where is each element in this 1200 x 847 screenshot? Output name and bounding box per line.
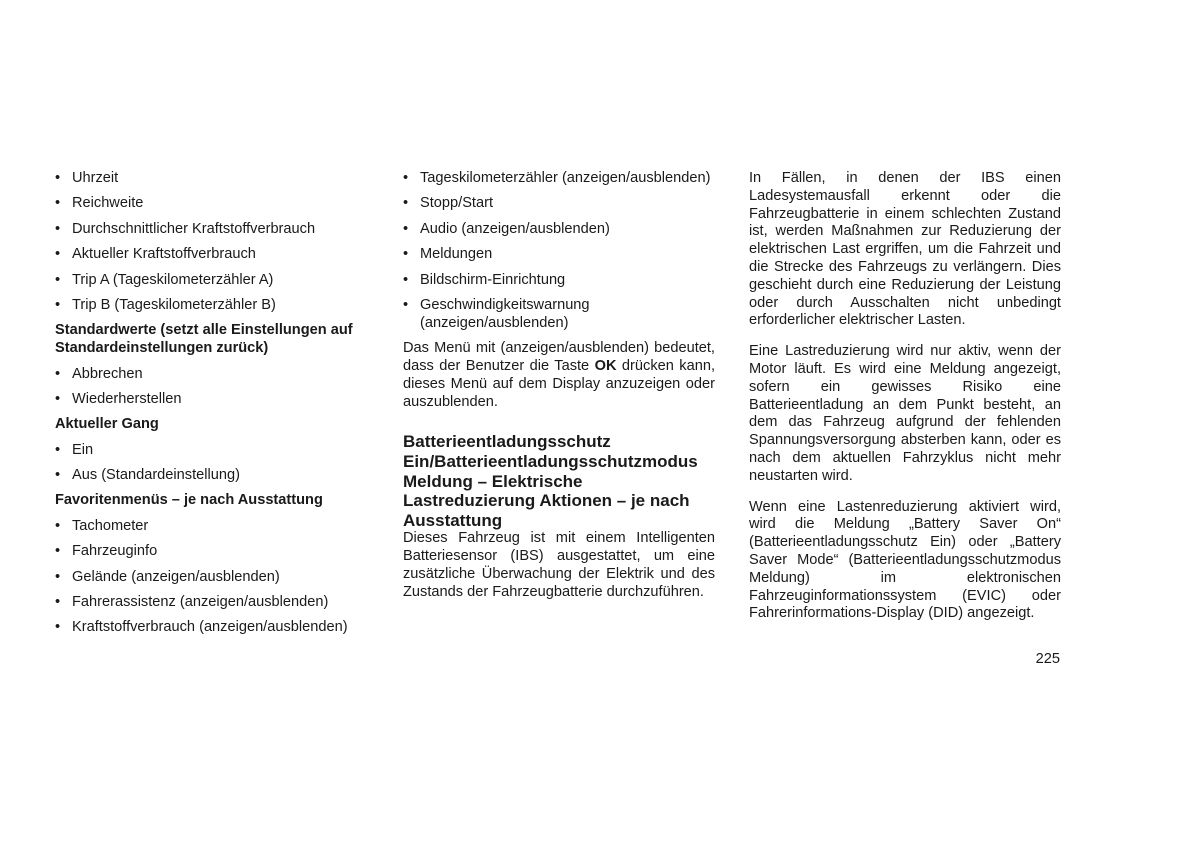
list-item: • Tageskilometerzähler (anzeigen/ausblenden): [403, 170, 715, 188]
list-item: • Kraftstoffverbrauch (anzeigen/ausblenden): [55, 619, 370, 637]
defaults-heading: Standardwerte (setzt alle Einstellungen auf Standardeinstellungen zurück): [55, 322, 353, 357]
list-item: • Ein: [55, 442, 370, 460]
list-item: • Trip A (Tageskilometerzähler A): [55, 272, 370, 290]
ok-key-label: OK: [594, 357, 617, 374]
list-item: • Fahrerassistenz (anzeigen/ausblenden): [55, 594, 370, 612]
list-item: • Tachometer: [55, 518, 370, 536]
list-item: • Gelände (anzeigen/ausblenden): [55, 569, 370, 587]
battery-saver-message-paragraph: Wenn eine Lastenreduzierung aktiviert wird, wird die Meldung „Battery Saver On“ (Batterieentladungsschutz Ein) oder „Battery Saver Mode“ (Batterieentladungsschutzmodus Meldung) im elektronischen Fahrzeuginformationssystem (EVIC) oder Fahrerinformations-Display (DID) angezeigt.: [749, 498, 1061, 622]
favorite-menus-list: [55, 518, 370, 637]
list-item: • Wiederherstellen: [55, 391, 370, 409]
list-item: • Bildschirm-Einrichtung: [403, 272, 715, 290]
list-item: • Fahrzeuginfo: [55, 543, 370, 561]
load-reduction-paragraph: In Fällen, in denen der IBS einen Ladesystemausfall erkennt oder die Fahrzeugbatterie in einem schlechten Zustand ist, werden Maßnahmen zur Reduzierung der elektrischen Last ergriffen, um die Fahrzeit und die Strecke des Fahrzeugs zu verlängern. Dies geschieht durch eine Reduzierung der Leistung oder durch Ausschalten nicht unbedingt erforderlicher elektrischer Lasten.: [749, 170, 1061, 329]
load-reduction-active-paragraph: Eine Lastreduzierung wird nur aktiv, wenn der Motor läuft. Es wird eine Meldung angezeigt, sofern ein gewisses Risiko eine Batterieentladung an dem Punkt besteht, an dem das Fahrzeug aufgrund der fehlenden Spannungsversorgung absterben kann, oder es nach dem aktuellen Fahrzyklus nicht mehr neustarten wird.: [749, 343, 1061, 484]
list-item: • Reichweite: [55, 195, 370, 213]
current-gear-heading: Aktueller Gang: [55, 416, 159, 433]
trip-info-list: [55, 170, 370, 315]
column-middle: [403, 170, 715, 614]
list-item: • Trip B (Tageskilometerzähler B): [55, 297, 370, 315]
ibs-paragraph: Dieses Fahrzeug ist mit einem Intelligenten Batteriesensor (IBS) ausgestattet, um eine zusätzliche Überwachung der Elektrik und des Zustands der Fahrzeugbatterie durchzuführen.: [403, 530, 715, 600]
page-number: 225: [1035, 651, 1060, 667]
list-item: • Stopp/Start: [403, 195, 715, 213]
list-item: • Uhrzeit: [55, 170, 370, 188]
menu-explanation-paragraph: Das Menü mit (anzeigen/ausblenden) bedeutet, dass der Benutzer die Taste OK drücken kann, dieses Menü auf dem Display anzuzeigen oder auszublenden.: [403, 340, 715, 410]
battery-saver-heading: Batterieentladungsschutz Ein/Batterieentladungsschutzmodus Meldung – Elektrische Lastreduzierung Aktionen – je nach Ausstattung: [403, 432, 698, 530]
menu-options-list: [403, 170, 715, 333]
list-item: • Meldungen: [403, 246, 715, 264]
current-gear-list: [55, 442, 370, 485]
list-item: • Abbrechen: [55, 366, 370, 384]
favorite-menus-heading: Favoritenmenüs – je nach Ausstattung: [55, 492, 323, 509]
list-item: • Audio (anzeigen/ausblenden): [403, 221, 715, 239]
list-item: • Aus (Standardeinstellung): [55, 467, 370, 485]
defaults-list: [55, 366, 370, 409]
column-left: [55, 170, 370, 645]
list-item: • Geschwindigkeitswarnung (anzeigen/ausblenden): [403, 297, 715, 333]
list-item: • Durchschnittlicher Kraftstoffverbrauch: [55, 221, 370, 239]
list-item: • Aktueller Kraftstoffverbrauch: [55, 246, 370, 264]
column-right: [749, 170, 1061, 636]
